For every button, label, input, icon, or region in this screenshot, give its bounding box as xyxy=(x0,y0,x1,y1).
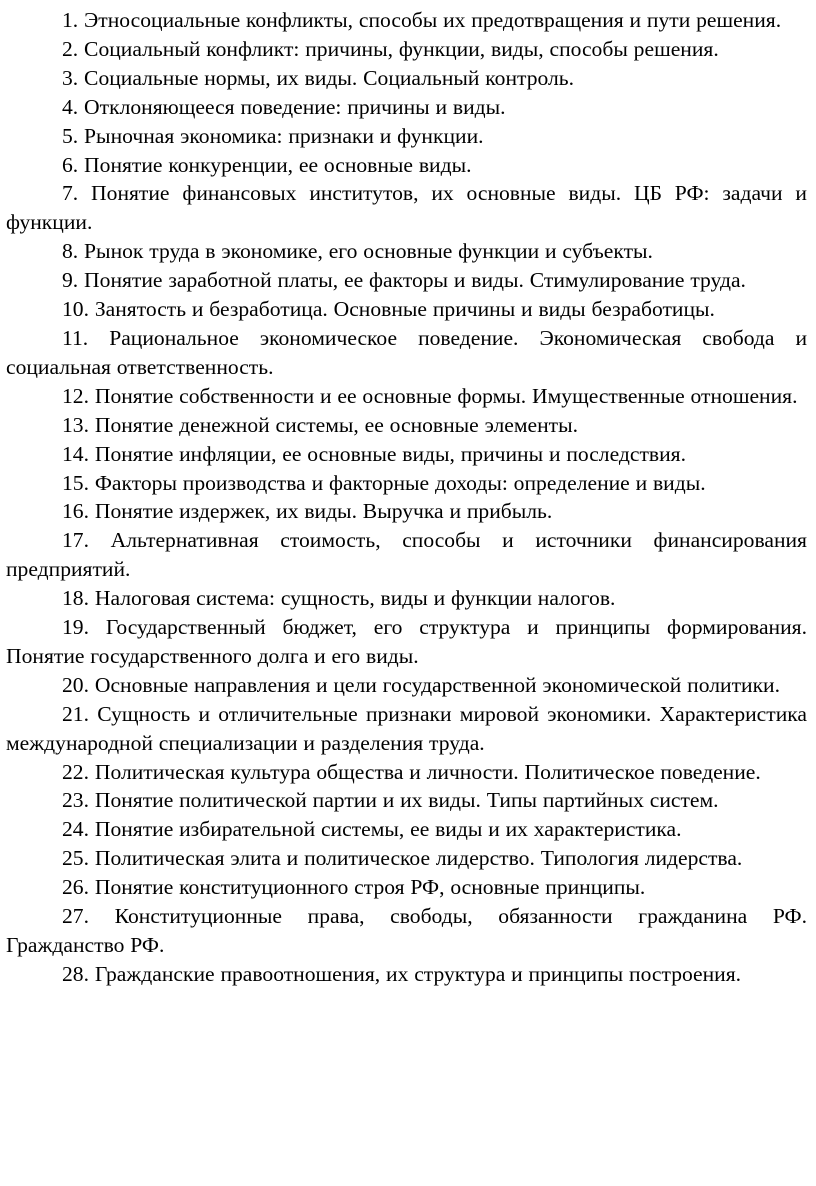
list-item xyxy=(6,873,807,902)
list-item xyxy=(6,93,807,122)
list-item-text: Рыночная экономика: признаки и функции. xyxy=(84,123,484,148)
list-item xyxy=(6,122,807,151)
list-item xyxy=(6,295,807,324)
list-item-text: Конституционные права, свободы, обязанности гражданина РФ. Гражданство РФ. xyxy=(6,904,807,957)
list-item-text: Понятие денежной системы, ее основные элементы. xyxy=(94,412,578,437)
list-item xyxy=(6,758,807,787)
list-item-text: Отклоняющееся поведение: причины и виды. xyxy=(84,94,506,119)
list-item-text: Рациональное экономическое поведение. Экономическая свобода и социальная ответственность. xyxy=(6,325,807,379)
list-item-number: 5. xyxy=(62,123,79,148)
list-item xyxy=(6,64,807,93)
list-item-text: Понятие инфляции, ее основные виды, причины и последствия. xyxy=(94,441,686,466)
list-item xyxy=(6,497,807,526)
list-item-number: 8. xyxy=(62,239,79,264)
list-item-number: 26. xyxy=(62,875,89,900)
list-item xyxy=(6,671,807,700)
list-item xyxy=(6,151,807,180)
list-item-text: Государственный бюджет, его структура и принципы формирования. Понятие государственного долга и его виды. xyxy=(6,615,807,668)
list-item-text: Налоговая система: сущность, виды и функции налогов. xyxy=(94,586,616,611)
list-item xyxy=(6,382,807,411)
list-item xyxy=(6,526,807,584)
list-item xyxy=(6,324,807,382)
list-item xyxy=(6,902,807,960)
list-item xyxy=(6,700,807,758)
list-item-number: 2. xyxy=(62,36,79,61)
list-item-number: 13. xyxy=(62,412,89,437)
list-item-number: 24. xyxy=(62,817,89,842)
list-item-text: Социальный конфликт: причины, функции, виды, способы решения. xyxy=(84,36,719,61)
list-item-text: Сущность и отличительные признаки мировой экономики. Характеристика международной специализации и разделения труда. xyxy=(6,701,807,755)
list-item xyxy=(6,179,807,237)
list-item-number: 19. xyxy=(62,615,89,640)
list-item-number: 27. xyxy=(62,904,89,929)
list-item-number: 23. xyxy=(62,788,89,813)
list-item xyxy=(6,411,807,440)
list-item-text: Понятие издержек, их виды. Выручка и прибыль. xyxy=(94,499,553,524)
list-item-text: Политическая элита и политическое лидерство. Типология лидерства. xyxy=(94,846,743,871)
list-item-text: Занятость и безработица. Основные причины и виды безработицы. xyxy=(94,297,715,322)
list-item xyxy=(6,786,807,815)
list-item xyxy=(6,584,807,613)
list-item-number: 15. xyxy=(62,470,89,495)
list-item-text: Понятие конституционного строя РФ, основные принципы. xyxy=(94,875,646,900)
list-item-text: Понятие собственности и ее основные формы. Имущественные отношения. xyxy=(94,383,798,408)
list-item-text: Понятие финансовых институтов, их основные виды. ЦБ РФ: задачи и функции. xyxy=(6,181,807,235)
list-item-number: 20. xyxy=(62,672,89,697)
list-item-text: Основные направления и цели государственной экономической политики. xyxy=(94,672,781,697)
list-item-text: Этносоциальные конфликты, способы их предотвращения и пути решения. xyxy=(84,8,782,32)
list-item xyxy=(6,469,807,498)
list-item-text: Рынок труда в экономике, его основные функции и субъекты. xyxy=(84,239,653,264)
list-item-text: Альтернативная стоимость, способы и источники финансирования предприятий. xyxy=(6,528,807,582)
list-item xyxy=(6,35,807,64)
list-item-number: 4. xyxy=(62,94,79,119)
list-item-number: 25. xyxy=(62,846,89,871)
list-item xyxy=(6,844,807,873)
list-item-number: 3. xyxy=(62,65,79,90)
list-item-number: 12. xyxy=(62,383,89,408)
list-item-number: 18. xyxy=(62,586,89,611)
list-item xyxy=(6,237,807,266)
list-item-number: 10. xyxy=(62,297,89,322)
list-item-text: Социальные нормы, их виды. Социальный контроль. xyxy=(84,65,575,90)
list-item-text: Факторы производства и факторные доходы: определение и виды. xyxy=(94,470,706,495)
list-item xyxy=(6,6,807,35)
numbered-list xyxy=(6,6,807,989)
list-item-number: 16. xyxy=(62,499,89,524)
list-item xyxy=(6,266,807,295)
list-item xyxy=(6,815,807,844)
list-item-text: Понятие заработной платы, ее факторы и виды. Стимулирование труда. xyxy=(84,268,746,293)
list-item xyxy=(6,960,807,989)
list-item-text: Гражданские правоотношения, их структура и принципы построения. xyxy=(94,961,742,986)
list-item-text: Понятие избирательной системы, ее виды и их характеристика. xyxy=(94,817,682,842)
list-item xyxy=(6,613,807,671)
list-item-text: Понятие конкуренции, ее основные виды. xyxy=(84,152,472,177)
list-item-number: 1. xyxy=(62,8,79,32)
list-item-number: 9. xyxy=(62,268,79,293)
list-item-number: 28. xyxy=(62,961,89,986)
list-item-number: 21. xyxy=(62,701,89,726)
list-item-number: 14. xyxy=(62,441,89,466)
list-item-number: 22. xyxy=(62,759,89,784)
list-item-number: 11. xyxy=(62,325,89,350)
list-item-text: Понятие политической партии и их виды. Типы партийных систем. xyxy=(94,788,719,813)
list-item-number: 17. xyxy=(62,528,89,553)
list-item-number: 7. xyxy=(62,181,79,206)
list-item-text: Политическая культура общества и личности. Политическое поведение. xyxy=(94,759,761,784)
list-item xyxy=(6,440,807,469)
list-item-number: 6. xyxy=(62,152,79,177)
